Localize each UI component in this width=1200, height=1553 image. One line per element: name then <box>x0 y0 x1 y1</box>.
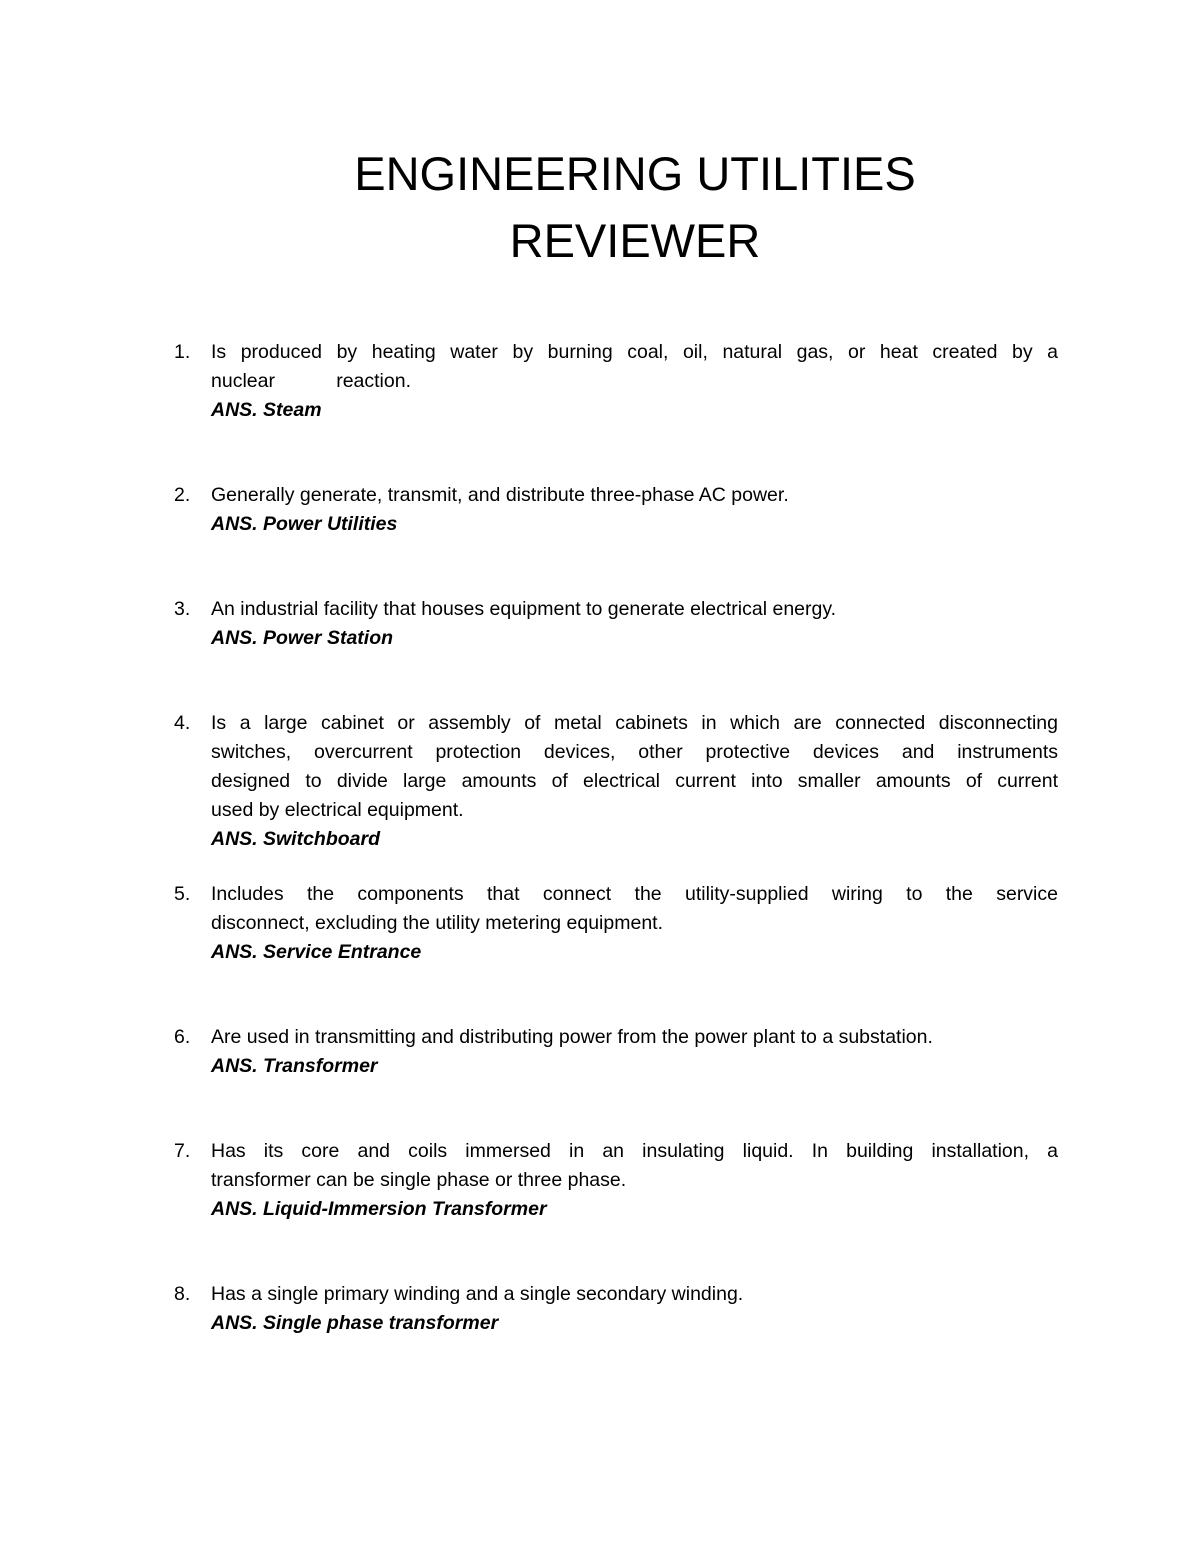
question-text-line: Are used in transmitting and distributing power from the power plant to a substation. <box>211 1026 933 1048</box>
question-text-line: Has a single primary winding and a single secondary winding. <box>211 1283 744 1305</box>
document-title <box>0 140 1200 274</box>
question-number: 1. <box>174 341 191 363</box>
question-text-line: Is a large cabinet or assembly of metal cabinets in which are connected disconnecting <box>211 712 1058 734</box>
question-text-line: disconnect, excluding the utility metering equipment. <box>211 912 664 934</box>
answer-text: ANS. Power Utilities <box>211 513 398 535</box>
question-item <box>170 481 1058 539</box>
question-number: 2. <box>174 484 191 506</box>
answer-text: ANS. Power Station <box>211 627 394 649</box>
question-text-line: An industrial facility that houses equipment to generate electrical energy. <box>211 598 837 620</box>
question-item <box>170 709 1058 854</box>
title-line-2: REVIEWER <box>509 214 761 267</box>
question-item <box>170 595 1058 653</box>
answer-text: ANS. Transformer <box>211 1055 378 1077</box>
question-text-line: designed to divide large amounts of electrical current into smaller amounts of current <box>211 770 1058 792</box>
answer-text: ANS. Steam <box>211 399 322 421</box>
question-item <box>170 1023 1058 1081</box>
answer-text: ANS. Service Entrance <box>211 941 422 963</box>
answer-text: ANS. Switchboard <box>211 828 381 850</box>
answer-text: ANS. Liquid-Immersion Transformer <box>211 1198 547 1220</box>
question-text-line: used by electrical equipment. <box>211 799 464 821</box>
title-line-1: ENGINEERING UTILITIES <box>354 147 916 200</box>
question-item <box>170 1137 1058 1224</box>
question-number: 6. <box>174 1026 191 1048</box>
question-text-line: Includes the components that connect the utility-supplied wiring to the service <box>211 883 1058 905</box>
question-text-line: transformer can be single phase or three phase. <box>211 1169 627 1191</box>
question-item <box>170 338 1058 425</box>
question-text-line: Is produced by heating water by burning coal, oil, natural gas, or heat created by a <box>211 341 1058 363</box>
question-item <box>170 880 1058 967</box>
question-number: 4. <box>174 712 191 734</box>
question-text-line: nuclear reaction. <box>211 370 411 392</box>
question-item <box>170 1280 1058 1338</box>
question-number: 7. <box>174 1140 191 1162</box>
question-text-line: Generally generate, transmit, and distribute three-phase AC power. <box>211 484 789 506</box>
question-number: 5. <box>174 883 191 905</box>
answer-text: ANS. Single phase transformer <box>211 1312 499 1334</box>
question-text-line: switches, overcurrent protection devices, other protective devices and instruments <box>211 741 1058 763</box>
question-number: 3. <box>174 598 191 620</box>
question-number: 8. <box>174 1283 191 1305</box>
question-text-line: Has its core and coils immersed in an insulating liquid. In building installation, a <box>211 1140 1058 1162</box>
